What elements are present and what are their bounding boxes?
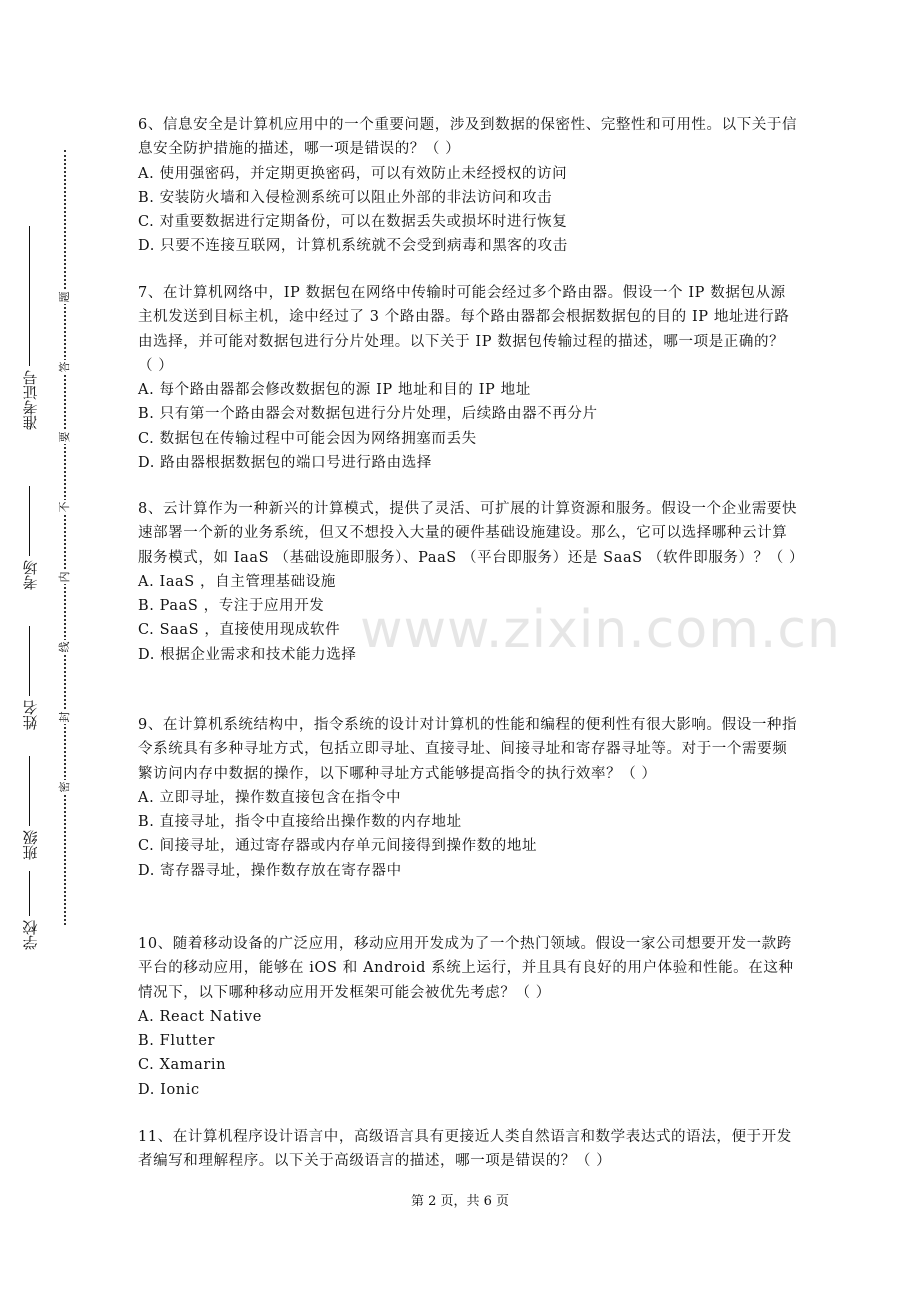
question-8 — [138, 497, 805, 667]
option-d: D. 路由器根据数据包的端口号进行路由选择 — [138, 455, 432, 472]
exam-room-label: 考场 — [21, 560, 40, 590]
question-stem: 8、云计算作为一种新兴的计算模式，提供了灵活、可扩展的计算资源和服务。假设一个企业需要快速部署一个新的业务系统，但又不想投入大量的硬件基础设施建设。那么，它可以选择哪种云计算服务模式，如 IaaS （基础设施即服务）、PaaS （平台即服务）还是 SaaS （软件即服务）？（ ） — [138, 501, 805, 566]
school-field — [12, 860, 48, 950]
seal-char: 线 — [58, 641, 71, 653]
exam-number-underline — [30, 226, 31, 366]
option-d: D. 寄存器寻址，操作数存放在寄存器中 — [138, 862, 402, 879]
class-label: 班级 — [21, 830, 40, 860]
school-label: 学校 — [21, 920, 40, 950]
question-7 — [138, 281, 798, 475]
question-10 — [138, 932, 798, 1102]
question-6 — [138, 113, 798, 259]
seal-char: 封 — [58, 711, 71, 723]
seal-char: 密 — [58, 781, 71, 793]
exam-room-field — [12, 440, 48, 590]
question-9 — [138, 713, 798, 883]
class-underline — [30, 756, 31, 826]
option-a: A. IaaS ，自主管理基础设施 — [138, 573, 336, 590]
option-b: B. PaaS ，专注于应用开发 — [138, 598, 325, 615]
option-a: A. React Native — [138, 1008, 262, 1025]
option-b: B. 安装防火墙和入侵检测系统可以阻止外部的非法访问和攻击 — [138, 189, 553, 206]
name-underline — [30, 626, 31, 696]
seal-char: 答 — [58, 361, 71, 373]
option-a: A. 立即寻址，操作数直接包含在指令中 — [138, 789, 402, 806]
question-stem: 9、在计算机系统结构中，指令系统的设计对计算机的性能和编程的便利性有很大影响。假设一种指令系统具有多种寻址方式，包括立即寻址、直接寻址、间接寻址和寄存器寻址等。对于一个需要频繁访问内存中数据的操作，以下哪种寻址方式能够提高指令的执行效率？（ ） — [138, 717, 798, 782]
option-c: C. 对重要数据进行定期备份，可以在数据丢失或损坏时进行恢复 — [138, 214, 568, 231]
seal-char: 要 — [58, 431, 71, 443]
option-c: C. 数据包在传输过程中可能会因为网络拥塞而丢失 — [138, 430, 477, 447]
exam-number-field — [12, 150, 48, 430]
question-stem: 10、随着移动设备的广泛应用，移动应用开发成为了一个热门领域。假设一家公司想要开发一款跨平台的移动应用，能够在 iOS 和 Android 系统上运行，并且具有良好的用户体验和性能。在这种情况下，以下哪种移动应用开发框架可能会被优先考虑？（ ） — [138, 936, 794, 1001]
question-stem: 7、在计算机网络中，IP 数据包在网络中传输时可能会经过多个路由器。假设一个 IP 数据包从源主机发送到目标主机，途中经过了 3 个路由器。每个路由器都会根据数据包的目的 IP 地址进行路由选择，并可能对数据包进行分片处理。以下关于 IP 数据包传输过程的描述，哪一项是正确的？（ ） — [138, 285, 790, 374]
exam-room-underline — [30, 486, 31, 556]
option-a: A. 每个路由器都会修改数据包的源 IP 地址和目的 IP 地址 — [138, 382, 531, 399]
option-b: B. 直接寻址，指令中直接给出操作数的内存地址 — [138, 814, 462, 831]
option-b: B. 只有第一个路由器会对数据包进行分片处理，后续路由器不再分片 — [138, 406, 598, 423]
question-stem: 11、在计算机程序设计语言中，高级语言具有更接近人类自然语言和数学表达式的语法，便于开发者编写和理解程序。以下关于高级语言的描述，哪一项是错误的？（ ） — [138, 1129, 792, 1170]
page-footer: 第 2 页，共 6 页 — [410, 1194, 510, 1209]
class-field — [12, 740, 48, 860]
option-d: D. 根据企业需求和技术能力选择 — [138, 646, 357, 663]
seal-dotted-line — [64, 150, 66, 925]
seal-char: 题 — [58, 291, 71, 303]
seal-char: 不 — [58, 501, 71, 513]
seal-char: 内 — [58, 571, 71, 583]
question-stem: 6、信息安全是计算机应用中的一个重要问题，涉及到数据的保密性、完整性和可用性。以下关于信息安全防护措施的描述，哪一项是错误的？（ ） — [138, 117, 798, 158]
name-label: 姓名 — [21, 700, 40, 730]
option-a: A. 使用强密码，并定期更换密码，可以有效防止未经授权的访问 — [138, 165, 568, 182]
option-c: C. SaaS ，直接使用现成软件 — [138, 622, 341, 639]
name-field — [12, 600, 48, 730]
option-d: D. Ionic — [138, 1081, 200, 1098]
option-c: C. Xamarin — [138, 1057, 227, 1074]
school-underline — [30, 871, 31, 916]
exam-number-label: 准考证号 — [21, 370, 40, 430]
option-c: C. 间接寻址，通过寄存器或内存单元间接得到操作数的地址 — [138, 838, 538, 855]
watermark: www.zixin.com.cn — [360, 600, 841, 660]
question-11 — [138, 1125, 798, 1174]
option-b: B. Flutter — [138, 1033, 216, 1050]
option-d: D. 只要不连接互联网，计算机系统就不会受到病毒和黑客的攻击 — [138, 238, 568, 255]
